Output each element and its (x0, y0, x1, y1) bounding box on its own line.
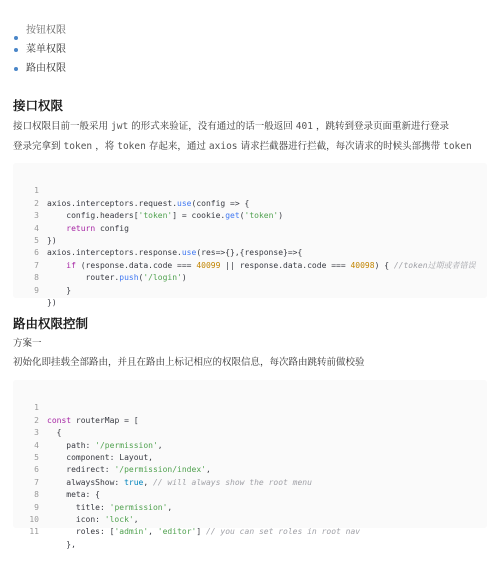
line-number: 8 (34, 273, 39, 283)
line-number: 1 (34, 186, 39, 196)
text: ，将 (95, 141, 115, 152)
text: 接口权限目前一般采用 (13, 121, 109, 132)
code-line: 7 meta: { (13, 464, 487, 476)
code-line: 3 return config (13, 198, 487, 210)
line-number: 6 (34, 248, 39, 258)
line-number: 9 (34, 285, 39, 295)
line-number: 9 (34, 502, 39, 512)
line-number: 8 (34, 490, 39, 500)
code-line: 6 if (response.data.code === 40099 || response.data.code === 40098) { //token过期或者错误 (13, 235, 487, 247)
text: 存起来，通过 (148, 141, 206, 152)
code-line: 1 const routerMap = [ (13, 390, 487, 402)
list-item: 菜单权限 (14, 40, 66, 59)
line-number: 5 (34, 452, 39, 462)
code-line: 1 axios.interceptors.request.use(config => { (13, 173, 487, 185)
line-number: 10 (29, 514, 39, 524)
text: 登录完拿到 (13, 141, 61, 152)
code-line: 11 }, (13, 514, 487, 526)
code-line: 8 title: 'permission', (13, 477, 487, 489)
code-line: 4 }) (13, 210, 487, 222)
bullet-list (14, 25, 66, 78)
paragraph (13, 118, 449, 132)
code-line: 3 path: '/permission', (13, 415, 487, 427)
paragraph: 方案一 (13, 338, 42, 349)
code-line: 9 icon: 'lock', (13, 489, 487, 501)
code-line: 2 { (13, 402, 487, 414)
code-block (13, 380, 487, 549)
section-heading-route-permission: 路由权限控制 (13, 316, 89, 331)
list-item: 按钮权限 (14, 28, 66, 40)
line-number: 5 (34, 235, 39, 245)
inline-code: token (63, 141, 93, 152)
inline-code: 401 (295, 121, 313, 132)
text: 请求拦截器进行拦截，每次请求的时候头部携带 (240, 141, 441, 152)
line-number: 3 (34, 211, 39, 221)
line-number: 2 (34, 198, 39, 208)
code-block (13, 163, 487, 307)
line-number: 7 (34, 260, 39, 270)
code-line: 5 redirect: '/permission/index', (13, 440, 487, 452)
code-line: 7 router.push('/login') (13, 247, 487, 259)
paragraph: 初始化即挂载全部路由，并且在路由上标记相应的权限信息，每次路由跳转前做校验 (13, 357, 365, 368)
inline-code: axios (208, 141, 238, 152)
inline-code: jwt (111, 121, 129, 132)
code-line: 8 } (13, 260, 487, 272)
code-line: 10 roles: ['admin', 'editor'] // you can set roles in root nav (13, 502, 487, 514)
line-number: 4 (34, 440, 39, 450)
line-number: 7 (34, 477, 39, 487)
code-line: 6 alwaysShow: true, // will always show the root menu (13, 452, 487, 464)
section-heading-api-permission: 接口权限 (13, 98, 64, 113)
line-number: 6 (34, 465, 39, 475)
code-line: 5 axios.interceptors.response.use(res=>{},{response}=>{ (13, 223, 487, 235)
code-line: 4 component: Layout, (13, 427, 487, 439)
code-line: 2 config.headers['token'] = cookie.get('token') (13, 185, 487, 197)
inline-code: token (443, 141, 472, 152)
line-number: 2 (34, 415, 39, 425)
text: ，跳转到登录页面重新进行登录 (316, 121, 450, 132)
inline-code: token (117, 141, 146, 152)
text: 的形式来验证，没有通过的话一般返回 (131, 121, 293, 132)
line-number: 11 (29, 527, 39, 537)
line-number: 1 (34, 403, 39, 413)
paragraph (13, 138, 472, 152)
list-item: 路由权限 (14, 59, 66, 78)
code-line: 9 }) (13, 272, 487, 284)
line-number: 4 (34, 223, 39, 233)
line-number: 3 (34, 428, 39, 438)
